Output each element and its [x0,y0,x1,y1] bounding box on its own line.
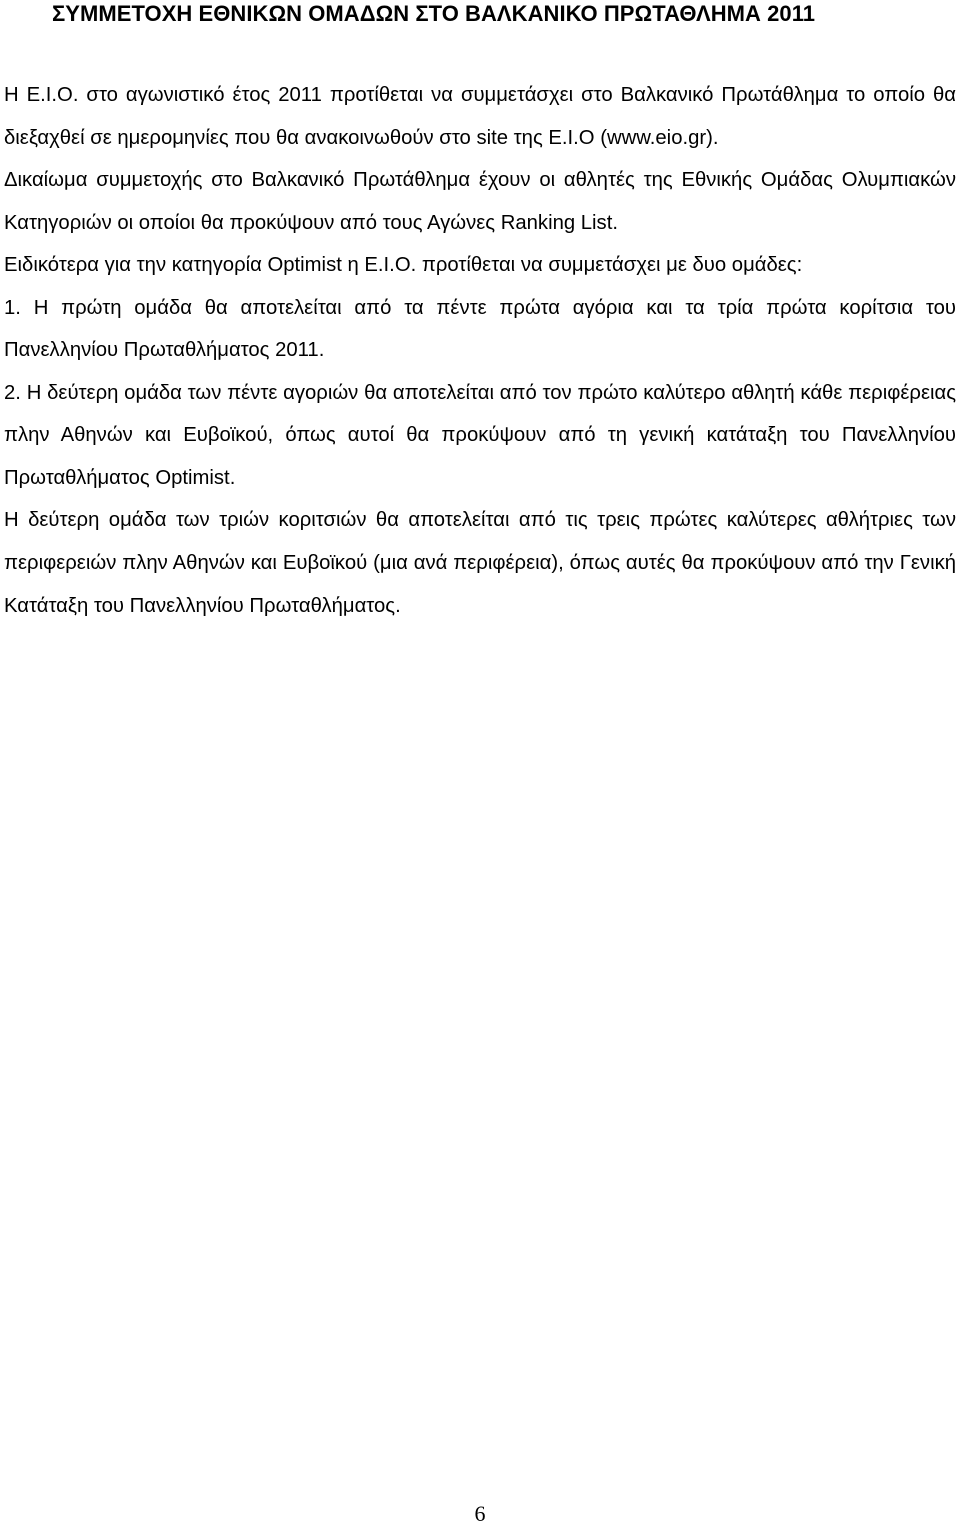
page-number: 6 [474,1501,486,1526]
paragraph-second-team-girls: Η δεύτερη ομάδα των τριών κοριτσιών θα αποτελείται από τις τρεις πρώτες καλύτερες αθλήτριες των περιφερειών πλην Αθηνών και Ευβοϊκού (μια ανά περιφέρεια), όπως αυτές θα προκύψουν από την Γενική Κατάταξη του Πανελληνίου Πρωταθλήματος. [4,509,956,617]
paragraph-second-team-boys: 2. Η δεύτερη ομάδα των πέντε αγοριών θα αποτελείται από τον πρώτο καλύτερο αθλητή κάθε περιφέρειας πλην Αθηνών και Ευβοϊκού, όπως αυτοί θα προκύψουν από τη γενική κατάταξη του Πανελληνίου Πρωταθλήματος Optimist. [4,381,956,489]
paragraph-first-team: 1. Η πρώτη ομάδα θα αποτελείται από τα πέντε πρώτα αγόρια και τα τρία πρώτα κορίτσια του Πανελληνίου Πρωταθλήματος 2011. [4,296,956,362]
document-title: ΣΥΜΜΕΤΟΧΗ ΕΘΝΙΚΩΝ ΟΜΑΔΩΝ ΣΤΟ ΒΑΛΚΑΝΙΚΟ ΠΡΩΤΑΘΛΗΜΑ 2011 [52,1,816,26]
paragraph-intro: Η Ε.Ι.Ο. στο αγωνιστικό έτος 2011 προτίθεται να συμμετάσχει στο Βαλκανικό Πρωτάθλημα το οποίο θα διεξαχθεί σε ημερομηνίες που θα ανακοινωθούν στο site της Ε.Ι.Ο (www.eio.gr). [4,84,956,149]
paragraph-optimist: Ειδικότερα για την κατηγορία Optimist η Ε.Ι.Ο. προτίθεται να συμμετάσχει με δυο ομάδες: [4,254,803,277]
paragraph-eligibility: Δικαίωμα συμμετοχής στο Βαλκανικό Πρωτάθλημα έχουν οι αθλητές της Εθνικής Ομάδας Ολυμπιακών Κατηγοριών οι οποίοι θα προκύψουν από τους Αγώνες Ranking List. [4,169,956,234]
document-body [4,74,956,627]
